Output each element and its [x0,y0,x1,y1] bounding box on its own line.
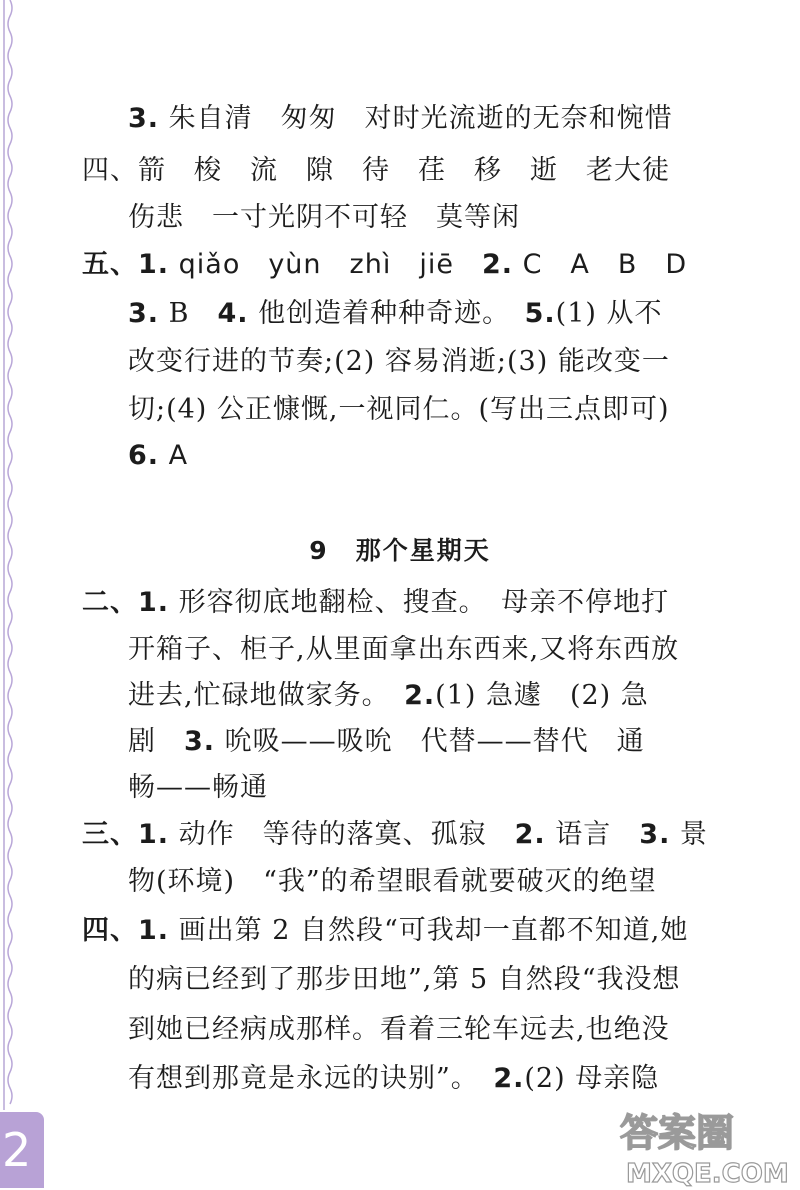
page-number: 2 [2,1123,32,1177]
answer-line-1: 3. 朱自清 匆匆 对时光流逝的无奈和惋惜 [128,103,673,134]
answer-line-16: 四、1. 画出第 2 自然段“可我却一直都不知道,她 [82,915,689,946]
answer-line-19: 有想到那竟是永远的诀别”。 2.(2) 母亲隐 [128,1063,660,1094]
answer-line-6: 改变行进的节奏;(2) 容易消逝;(3) 能改变一 [128,346,670,377]
answer-line-15: 物(环境) “我”的希望眼看就要破灭的绝望 [128,866,657,897]
section-title: 9 那个星期天 [309,536,491,565]
answer-line-13: 畅——畅通 [128,772,268,803]
watermark-top: 答案圈 [620,1111,735,1155]
answer-line-10: 开箱子、柜子,从里面拿出东西来,又将东西放 [128,634,680,665]
answer-line-9: 二、1. 形容彻底地翻检、搜查。 母亲不停地打 [82,587,670,618]
watermark-logo [612,1098,798,1188]
binding-edge [0,0,16,1190]
answer-line-14: 三、1. 动作 等待的落寞、孤寂 2. 语言 3. 景 [82,819,708,850]
answer-line-2: 四、箭 梭 流 隙 待 荏 移 逝 老大徒 [82,155,670,186]
answer-line-3: 伤悲 一寸光阴不可轻 莫等闲 [128,202,520,233]
answer-line-4: 五、1. qiǎo yùn zhì jiē 2. C A B D [82,249,688,280]
answer-line-5: 3. B 4. 他创造着种种奇迹。 5.(1) 从不 [128,298,663,329]
answer-line-18: 到她已经病成那样。看着三轮车远去,也绝没 [128,1014,670,1045]
answer-line-8: 6. A [128,440,189,471]
answer-line-7: 切;(4) 公正慷慨,一视同仁。(写出三点即可) [128,394,670,425]
answer-line-11: 进去,忙碌地做家务。 2.(1) 急遽 (2) 急 [128,680,649,711]
answer-line-17: 的病已经到了那步田地”,第 5 自然段“我没想 [128,964,681,995]
watermark-bottom: MXQE.COM [626,1159,789,1188]
answer-line-12: 剧 3. 吮吸——吸吮 代替——替代 通 [128,726,645,757]
